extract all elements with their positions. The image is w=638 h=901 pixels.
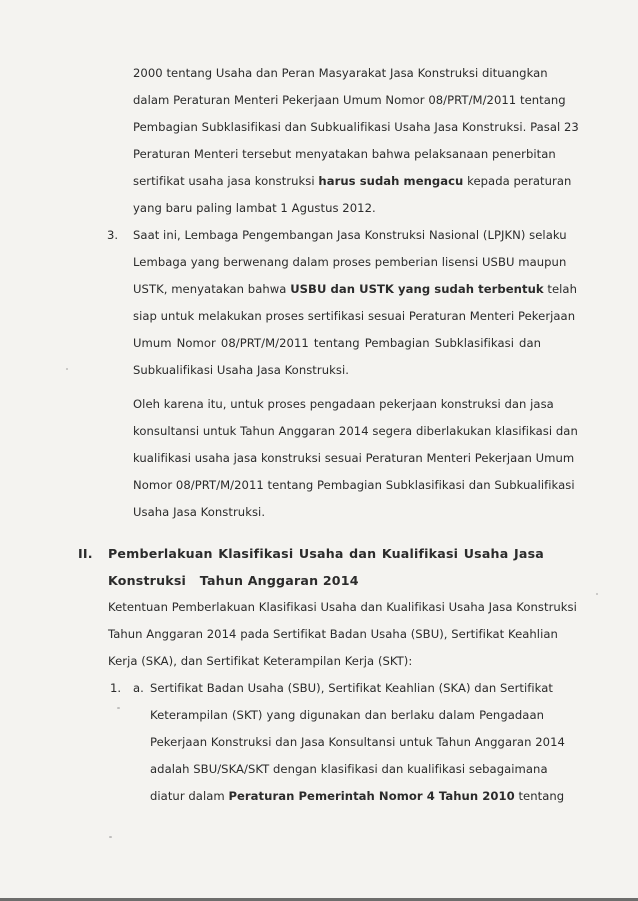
text-line: Sertifikat Badan Usaha (SBU), Sertifikat Keahlian (SKA) dan Sertifikat: [150, 681, 553, 695]
text-run: diatur dalam: [150, 789, 229, 803]
text-line: Subkualifikasi Usaha Jasa Konstruksi.: [133, 363, 349, 377]
text-line: Nomor 08/PRT/M/2011 tentang Pembagian Subklasifikasi dan Subkualifikasi: [133, 478, 575, 492]
text-line: Usaha Jasa Konstruksi.: [133, 505, 266, 519]
scan-speck: [117, 707, 120, 709]
text-line: siap untuk melakukan proses sertifikasi sesuai Peraturan Menteri Pekerjaan: [133, 309, 576, 323]
text-line: Ketentuan Pemberlakuan Klasifikasi Usaha dan Kualifikasi Usaha Jasa Konstruksi: [108, 600, 577, 614]
text-run: USTK, menyatakan bahwa: [133, 282, 291, 296]
list-number: 1.: [110, 681, 122, 695]
text-line: kualifikasi usaha jasa konstruksi sesuai Peraturan Menteri Pekerjaan Umum: [133, 451, 575, 465]
text-line: Oleh karena itu, untuk proses pengadaan pekerjaan konstruksi dan jasa: [133, 397, 554, 411]
text-run: tentang: [514, 789, 565, 803]
text-line: Saat ini, Lembaga Pengembangan Jasa Konstruksi Nasional (LPJKN) selaku: [133, 228, 567, 242]
scan-speck: [596, 593, 598, 595]
bold-emphasis: Peraturan Pemerintah Nomor 4 Tahun 2010: [228, 789, 515, 803]
section-heading: Konstruksi Tahun Anggaran 2014: [108, 573, 359, 588]
section-heading: Pemberlakuan Klasifikasi Usaha dan Kualifikasi Usaha Jasa: [108, 546, 544, 561]
text-line: Peraturan Menteri tersebut menyatakan bahwa pelaksanaan penerbitan: [133, 147, 556, 161]
text-line: konsultansi untuk Tahun Anggaran 2014 segera diberlakukan klasifikasi dan: [133, 424, 578, 438]
text-line: Lembaga yang berwenang dalam proses pemberian lisensi USBU maupun: [133, 255, 567, 269]
bold-emphasis: harus sudah mengacu: [318, 174, 464, 188]
text-run: kepada peraturan: [463, 174, 572, 188]
text-line: Kerja (SKA), dan Sertifikat Keterampilan Kerja (SKT):: [108, 654, 413, 668]
text-line: Pekerjaan Konstruksi dan Jasa Konsultansi untuk Tahun Anggaran 2014: [150, 735, 565, 749]
text-line: dalam Peraturan Menteri Pekerjaan Umum Nomor 08/PRT/M/2011 tentang: [133, 93, 566, 107]
text-line: adalah SBU/SKA/SKT dengan klasifikasi dan kualifikasi sebagaimana: [150, 762, 548, 776]
text-line: Keterampilan (SKT) yang digunakan dan berlaku dalam Pengadaan: [150, 708, 544, 722]
text-run: sertifikat usaha jasa konstruksi: [133, 174, 319, 188]
text-line: Umum Nomor 08/PRT/M/2011 tentang Pembagian Subklasifikasi dan: [133, 336, 541, 350]
text-line: yang baru paling lambat 1 Agustus 2012.: [133, 201, 376, 215]
scan-speck: [66, 368, 68, 370]
text-line: Tahun Anggaran 2014 pada Sertifikat Badan Usaha (SBU), Sertifikat Keahlian: [108, 627, 558, 641]
bold-emphasis: USBU dan USTK yang sudah terbentuk: [290, 282, 544, 296]
text-line-with-bold: [133, 282, 577, 297]
text-line-with-bold: [150, 789, 565, 804]
list-letter: a.: [133, 681, 144, 695]
list-number: 3.: [107, 228, 119, 242]
scan-speck: [109, 836, 112, 838]
text-run: telah: [543, 282, 577, 296]
section-number: II.: [78, 546, 93, 561]
text-line: Pembagian Subklasifikasi dan Subkualifikasi Usaha Jasa Konstruksi. Pasal 23: [133, 120, 579, 134]
text-line-with-bold: [133, 174, 572, 189]
text-line: 2000 tentang Usaha dan Peran Masyarakat Jasa Konstruksi dituangkan: [133, 66, 548, 80]
